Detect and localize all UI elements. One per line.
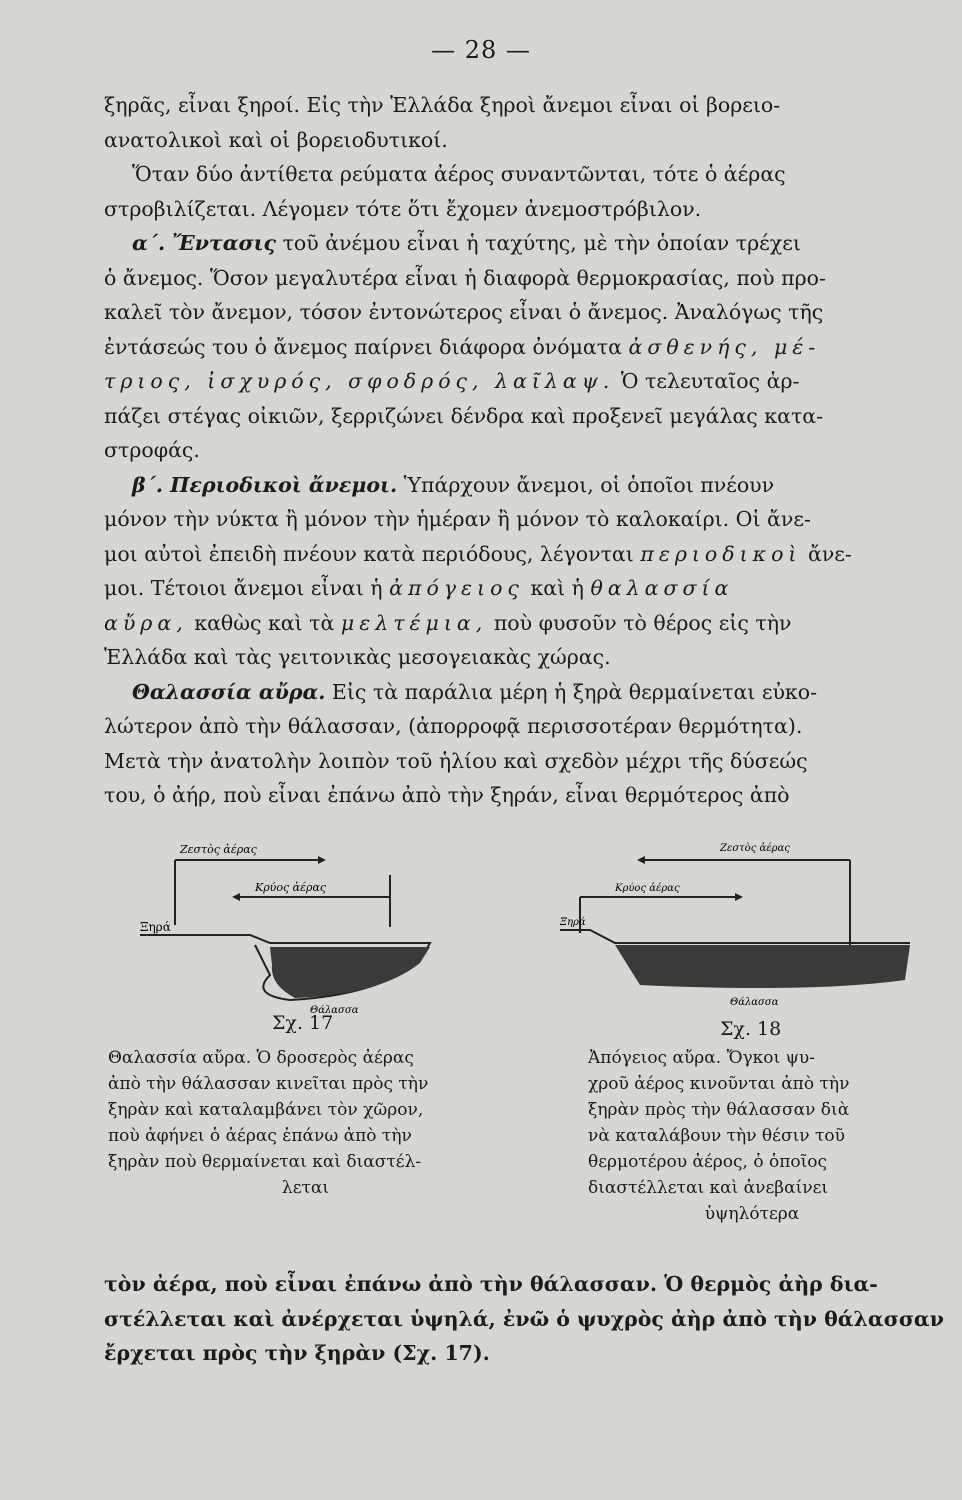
section-a-heading: α΄. Ἔντασις — [132, 231, 277, 255]
caption-line: ξηρὰν καὶ καταλαμβάνει τὸν χῶρον, — [108, 1100, 424, 1120]
warm-air-label: Ζεστὸς ἀέρας — [180, 843, 257, 856]
text-line: Ὅταν δύο ἀντίθετα ρεύματα ἀέρος συναντῶνται, τότε ὁ ἀέρας — [132, 162, 786, 186]
emphasis: αὔρα, — [104, 610, 188, 635]
emphasis: ἀσθενής, μέ- — [628, 334, 821, 359]
text-line: Ὁ τελευταῖος ἁρ- — [620, 369, 800, 393]
text-line-mixed — [104, 537, 924, 572]
sea-label: Θάλασσα — [310, 1005, 359, 1016]
text-line: λώτερον ἀπὸ τὴν θάλασσαν, (ἀπορροφᾷ περισσοτέραν θερμότητα). — [104, 714, 803, 738]
land-label: Ξηρά — [140, 920, 171, 934]
text-line: Εἰς τὰ παράλια μέρη ἡ ξηρὰ θερμαίνεται εὐκο- — [331, 679, 818, 704]
text-line: μοι αὐτοὶ ἐπειδὴ πνέουν κατὰ περιόδους, λέγονται — [104, 541, 634, 566]
text-line: καὶ ἡ — [530, 576, 584, 600]
emphasis: θαλασσία — [590, 576, 734, 600]
section-b-heading: β΄. Περιοδικοὶ ἄνεμοι. — [132, 472, 398, 497]
land-shore-outline — [560, 930, 910, 943]
section-c-first-line — [104, 675, 924, 710]
emphasis: μελτέμια, — [340, 610, 488, 635]
text-line: μοι. Τέτοιοι ἄνεμοι εἶναι ἡ — [104, 576, 383, 600]
cold-air-label: Κρύος ἀέρας — [255, 881, 327, 894]
caption-line: ἀπὸ τὴν θάλασσαν κινεῖται πρὸς τὴν — [108, 1074, 429, 1094]
caption-line: Ἀπόγειος αὔρα. Ὄγκοι ψυ- — [588, 1048, 816, 1068]
warm-air-label: Ζεστὸς ἀέρας — [720, 843, 790, 854]
caption-figure-17 — [108, 1045, 503, 1201]
text-line: ὁ ἄνεμος. Ὅσον μεγαλυτέρα εἶναι ἡ διαφορὰ θερμοκρασίας, ποὺ προ- — [104, 265, 826, 290]
text-line: ξηρᾶς, εἶναι ξηροί. Εἰς τὴν Ἑλλάδα ξηροὶ ἄνεμοι εἶναι οἱ βορειο- — [104, 93, 781, 117]
text-line: ἔρχεται πρὸς τὴν ξηρὰν (Σχ. 17). — [104, 1341, 490, 1365]
page-number: — 28 — — [431, 36, 531, 64]
text-line: ποὺ φυσοῦν τὸ θέρος εἰς τὴν — [493, 610, 792, 635]
text-line: καλεῖ τὸν ἄνεμον, τόσον ἐντονώτερος εἶναι ὁ ἄνεμος. Ἀναλόγως τῆς — [104, 300, 824, 324]
figure-18-land-breeze — [560, 835, 920, 1035]
section-a-first-line — [104, 226, 924, 261]
arrow-head — [232, 893, 240, 901]
cold-air-label: Κρύος ἀέρας — [615, 883, 680, 894]
body-text-bottom — [104, 1267, 944, 1371]
text-line: στέλλεται καὶ ἀνέρχεται ὑψηλά, ἐνῶ ὁ ψυχρὸς ἀὴρ ἀπὸ τὴν θάλασσαν — [104, 1306, 944, 1331]
text-line: πάζει στέγας οἰκιῶν, ξερριζώνει δένδρα καὶ προξενεῖ μεγάλας κατα- — [104, 403, 824, 428]
caption-line: ξηρὰν ποὺ θερμαίνεται καὶ διαστέλ- — [108, 1152, 422, 1172]
figure-17-label: Σχ. 17 — [272, 1012, 334, 1034]
body-text-top — [104, 88, 924, 813]
text-line: του, ὁ ἀήρ, ποὺ εἶναι ἐπάνω ἀπὸ τὴν ξηράν, εἶναι θερμότερος ἀπὸ — [104, 783, 790, 807]
sea-water — [270, 947, 430, 998]
sea-water — [615, 945, 910, 988]
text-line-mixed — [104, 330, 924, 365]
arrow-head — [318, 856, 326, 864]
arrow-head — [637, 856, 645, 864]
emphasis: τριος, ἰσχυρός, σφοδρός, λαῖλαψ. — [104, 369, 615, 393]
text-line: Ἑλλάδα καὶ τὰς γειτονικὰς μεσογειακὰς χώρας. — [104, 645, 611, 669]
caption-line: Θαλασσία αὔρα. Ὁ δροσερὸς ἀέρας — [108, 1048, 414, 1068]
text-line: Μετὰ τὴν ἀνατολὴν λοιπὸν τοῦ ἡλίου καὶ σχεδὸν μέχρι τῆς δύσεώς — [104, 748, 808, 773]
text-line: τὸν ἀέρα, ποὺ εἶναι ἐπάνω ἀπὸ τὴν θάλασσαν. Ὁ θερμὸς ἀὴρ δια- — [104, 1272, 878, 1296]
text-line-mixed — [104, 606, 924, 641]
section-c-heading: Θαλασσία αὔρα. — [132, 679, 326, 704]
text-line: τοῦ ἀνέμου εἶναι ἡ ταχύτης, μὲ τὴν ὁποίαν τρέχει — [282, 231, 801, 255]
text-line: ἐντάσεώς του ὁ ἄνεμος παίρνει διάφορα ὀνόματα — [104, 334, 622, 359]
sea-label: Θάλασσα — [730, 997, 779, 1008]
text-line: καθὼς καὶ τὰ — [194, 610, 335, 635]
figure-18-label: Σχ. 18 — [720, 1018, 782, 1040]
text-line: μόνον τὴν νύκτα ἢ μόνον τὴν ἡμέραν ἢ μόνον τὸ καλοκαίρι. Οἱ ἄνε- — [104, 507, 811, 531]
text-line: στροφάς. — [104, 438, 200, 462]
caption-line: χροῦ ἀέρος κινοῦνται ἀπὸ τὴν — [588, 1074, 850, 1094]
land-label: Ξηρά — [560, 917, 586, 928]
emphasis: περιοδικοὶ — [640, 541, 802, 566]
caption-line: ποὺ ἀφήνει ὁ ἀέρας ἐπάνω ἀπὸ τὴν — [108, 1126, 412, 1146]
caption-line: ξηρὰν πρὸς τὴν θάλασσαν διὰ — [588, 1100, 850, 1120]
text-line-mixed — [104, 364, 924, 399]
caption-line: ὑψηλότερα — [704, 1204, 800, 1224]
caption-line: διαστέλλεται καὶ ἀνεβαίνει — [588, 1178, 829, 1198]
figure-17-sea-breeze — [130, 835, 460, 1035]
caption-line: θερμοτέρου ἀέρος, ὁ ὁποῖος — [588, 1152, 828, 1172]
caption-figure-18 — [588, 1045, 916, 1227]
caption-line: λεται — [281, 1178, 330, 1198]
text-line: ἄνε- — [807, 541, 852, 566]
section-b-first-line — [104, 468, 924, 503]
emphasis: ἀπόγειος — [389, 576, 524, 600]
text-line: Ὑπάρχουν ἄνεμοι, οἱ ὁποῖοι πνέουν — [403, 472, 775, 497]
caption-line: νὰ καταλάβουν τὴν θέσιν τοῦ — [588, 1126, 845, 1146]
arrow-head — [735, 893, 743, 901]
text-line: ανατολικοὶ καὶ οἱ βορειοδυτικοί. — [104, 127, 448, 152]
text-line: στροβιλίζεται. Λέγομεν τότε ὅτι ἔχομεν ἀνεμοστρόβιλον. — [104, 196, 702, 221]
text-line-mixed — [104, 571, 924, 606]
